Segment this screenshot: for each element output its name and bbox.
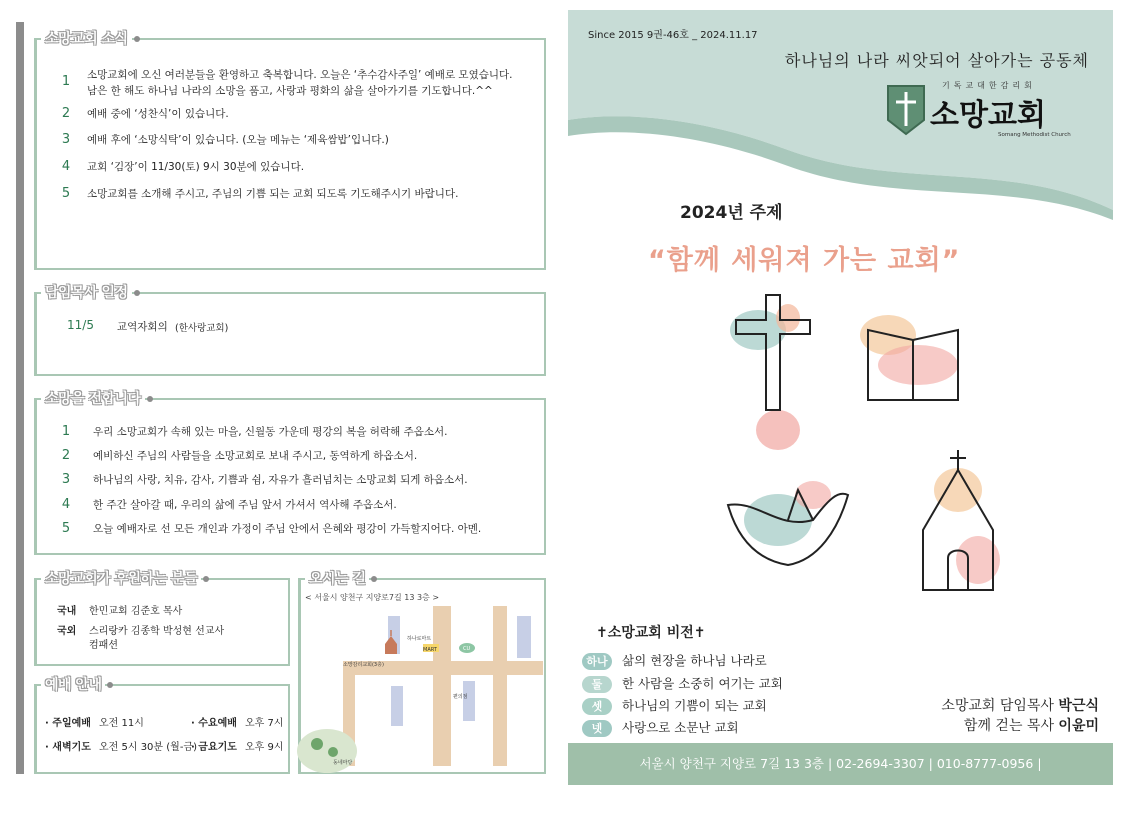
dawn-label: · 새벽기도 [45, 742, 91, 753]
news-item-1-line1: 소망교회에 오신 여러분들을 환영하고 축복합니다. 오늘은 ‘추수감사주일’ 예배로 모였습니다. [87, 69, 513, 81]
vision-badge-4: 넷 [582, 720, 612, 737]
map-label-park: 동네마당 [333, 760, 353, 766]
lead-pastor-title: 소망교회 담임목사 [941, 698, 1054, 714]
faith-illustrations [718, 290, 1018, 610]
contact-footer: 서울시 양천구 지양로 7길 13 3층 | 02-2694-3307 | 010-8777-0956 | keunsik0528@naver.com [568, 743, 1113, 785]
directions-title: 오시는 길 [305, 568, 369, 588]
prayer-num-5: 5 [61, 521, 71, 536]
vision-item-3 [582, 696, 767, 714]
news-item-4: 교회 ‘김장’이 11/30(토) 9시 30분에 있습니다. [87, 161, 305, 173]
church-building-icon [385, 644, 397, 654]
schedule-title: 담임목사 일정 [41, 282, 132, 302]
news-item-1-line2: 남은 한 해도 하나님 나라의 소망을 품고, 사랑과 평화의 삶을 살아가기를 기도합니다.^^ [87, 85, 493, 97]
prayer-item-4: 한 주간 살아갈 때, 우리의 삶에 주님 앞서 가셔서 역사해 주옵소서. [93, 499, 397, 511]
theme-year: 2024년 주제 [680, 203, 783, 223]
worship-section [34, 677, 290, 774]
cross-shield-icon [886, 82, 926, 138]
prayer-num-1: 1 [61, 424, 71, 439]
overseas-value-2: 컴패션 [89, 640, 118, 651]
church-name-en: Somang Methodist Church [998, 132, 1071, 138]
vision-item-1 [582, 651, 767, 669]
overseas-value-1: 스리랑카 김종학 박성현 선교사 [89, 626, 225, 637]
sunday-time: 오전 11시 [99, 718, 144, 729]
map-label-church: 소망감리교회(3층) [343, 662, 384, 668]
schedule-date: 11/5 [67, 318, 94, 332]
map-label-mart: MART [423, 647, 437, 653]
prayer-item-5: 오늘 예배자로 선 모든 개인과 가정이 주님 안에서 은혜와 평강이 가득할지어다. 아멘. [93, 523, 482, 535]
location-map[interactable] [303, 606, 543, 766]
church-slogan: 하나님의 나라 씨앗되어 살아가는 공동체 [784, 51, 1089, 70]
supporters-title: 소망교회가 후원하는 분들 [41, 568, 201, 588]
lead-pastor-name: 박근식 [1058, 698, 1099, 714]
map-label-cu: CU [463, 646, 471, 652]
prayer-title: 소망을 전합니다 [41, 388, 145, 408]
vision-item-4 [582, 718, 739, 736]
right-page [568, 10, 1113, 813]
tree-icon [311, 738, 323, 750]
map-label-hanaro: 하나로마트 [407, 636, 432, 642]
sunday-label: · 주일예배 [45, 718, 91, 729]
schedule-event: 교역자회의 [117, 321, 168, 333]
domestic-value: 한민교회 김준호 목사 [89, 606, 183, 617]
news-title: 소망교회 소식 [41, 28, 132, 48]
news-num-1: 1 [61, 74, 71, 89]
domestic-label: 국내 [57, 606, 77, 617]
church-logo [884, 78, 1094, 148]
associate-pastor-name: 이윤미 [1058, 718, 1099, 734]
fri-label: · 금요기도 [191, 742, 237, 753]
issue-info: Since 2015 9권-46호 _ 2024.11.17 [588, 30, 758, 41]
associate-pastor-title: 함께 걷는 목사 [963, 718, 1054, 734]
supporters-section [34, 571, 290, 666]
vision-text-2: 한 사람을 소중히 여기는 교회 [622, 676, 783, 691]
fri-time: 오후 9시 [245, 742, 284, 753]
denomination-label: 기독교대한감리회 [942, 81, 1036, 90]
schedule-event-note: (한사랑교회) [175, 323, 229, 334]
vision-title: ✝소망교회 비전✝ [596, 625, 706, 641]
vision-badge-2: 둘 [582, 676, 612, 693]
dawn-time: 오전 5시 30분 (월-금) [99, 742, 197, 753]
news-item-2: 예배 중에 ‘성찬식’이 있습니다. [87, 108, 229, 120]
prayer-item-1: 우리 소망교회가 속해 있는 마을, 신월동 가운데 평강의 복을 허락해 주옵소서. [93, 426, 448, 438]
news-num-5: 5 [61, 186, 71, 201]
prayer-section [34, 391, 546, 555]
news-num-4: 4 [61, 159, 71, 174]
prayer-item-2: 예비하신 주님의 사람들을 소망교회로 보내 주시고, 동역하게 하옵소서. [93, 450, 418, 462]
news-section [34, 31, 546, 270]
prayer-item-3: 하나님의 사랑, 치유, 감사, 기쁨과 쉼, 자유가 흘러넘치는 소망교회 되게 하옵소서. [93, 474, 468, 486]
worship-title: 예배 안내 [41, 674, 105, 694]
prayer-num-4: 4 [61, 497, 71, 512]
vision-text-4: 사랑으로 소문난 교회 [622, 720, 739, 735]
theme-title: “함께 세워져 가는 교회” [648, 245, 961, 276]
vision-text-1: 삶의 현장을 하나님 나라로 [622, 653, 767, 668]
tree-icon [328, 747, 338, 757]
wed-time: 오후 7시 [245, 718, 284, 729]
schedule-section [34, 285, 546, 376]
news-num-3: 3 [61, 132, 71, 147]
map-label-store: 편의점 [453, 694, 468, 700]
associate-pastor [964, 715, 1099, 735]
wed-label: · 수요예배 [191, 718, 237, 729]
address-note: < 서울시 양천구 지양로7길 13 3층 > [305, 593, 440, 602]
directions-section [298, 571, 546, 774]
vision-text-3: 하나님의 기쁨이 되는 교회 [622, 698, 767, 713]
vision-badge-1: 하나 [582, 653, 612, 670]
prayer-num-2: 2 [61, 448, 71, 463]
overseas-label: 국외 [57, 626, 77, 637]
news-item-3: 예배 후에 ‘소망식탁’이 있습니다. (오늘 메뉴는 ‘제육쌈밥’입니다.) [87, 134, 389, 146]
church-name: 소망교회 [930, 98, 1046, 133]
vision-item-2 [582, 674, 783, 692]
binding-spine [16, 22, 24, 774]
news-item-5: 소망교회를 소개해 주시고, 주님의 기쁨 되는 교회 되도록 기도해주시기 바랍니다. [87, 188, 459, 200]
prayer-num-3: 3 [61, 472, 71, 487]
vision-badge-3: 셋 [582, 698, 612, 715]
news-num-2: 2 [61, 106, 71, 121]
lead-pastor [941, 695, 1099, 715]
